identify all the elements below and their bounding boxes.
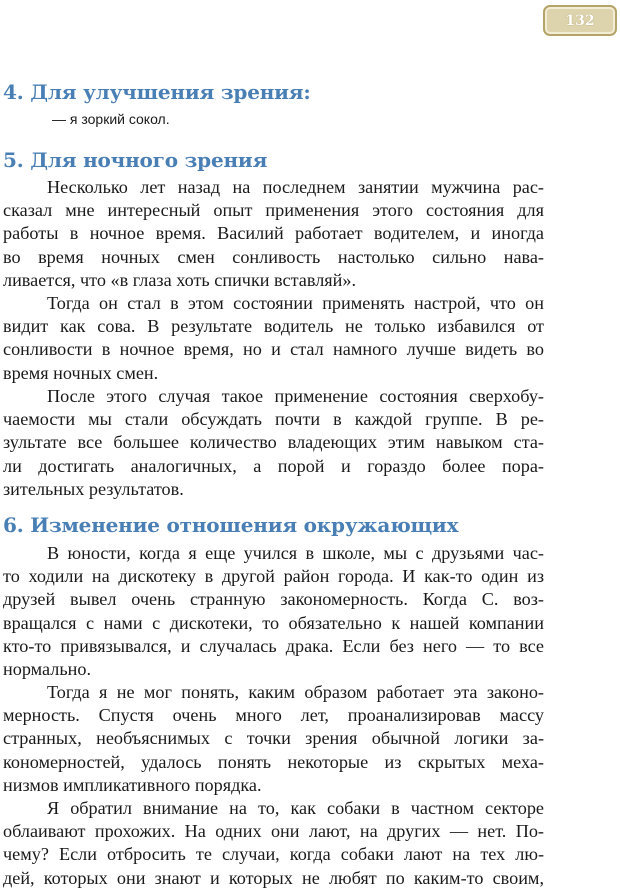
text-line: ли достигать аналогичных, а порой и гораздо более пора- [3,455,544,476]
section-heading: 6. Изменение отношения окружающих [3,513,459,537]
text-line: низмов импликативного порядка. [3,774,262,795]
text-line: Несколько лет назад на последнем занятии мужчина рас- [47,177,544,197]
text-line: работы в ночное время. Василий работает водителем, и иногда [3,223,544,244]
text-line: кономерностей, удалось понять некоторые из скрытых меха- [3,751,544,772]
text-line: видит как сова. В результате водитель не только избавился от [3,316,544,337]
text-line: Тогда он стал в этом состоянии применять настрой, что он [47,293,544,313]
text-line: странных, необъяснимых с точки зрения обычной логики за- [3,728,544,749]
text-line: то ходили на дискотеку в другой район города. И как-то один из [3,566,544,587]
paragraph [3,385,544,501]
text-line: сонливости в ночное время, но и стал намного лучше видеть во [3,339,544,360]
text-line: нормально. [3,658,92,679]
section-note: — я зоркий сокол. [52,111,170,127]
text-line: вращался с нами с дискотеки, то обязательно к нашей компании [3,612,544,633]
paragraph [3,681,544,797]
text-line: Тогда я не мог понять, каким образом работает эта законо- [47,682,544,702]
text-line: кто-то привязывался, и случалась драка. Если без него — то все [3,635,544,656]
paragraph [3,542,544,681]
paragraph [3,292,544,385]
text-line: во время ночных смен сонливость настолько сильно нава- [3,246,544,267]
text-line: время ночных смен. [3,362,159,383]
text-line: чему? Если отбросить те случаи, когда собаки лают на тех лю- [3,844,544,865]
text-line: чаемости мы стали обсуждать почти в каждой группе. В ре- [3,409,544,430]
page-number-badge [543,5,617,36]
text-line: облаивают прохожих. На одних они лают, на других — нет. По- [3,821,544,842]
text-line: друзей вывел очень странную закономерность. Когда С. воз- [3,589,544,610]
text-line: Я обратил внимание на то, как собаки в частном секторе [47,798,544,818]
text-line: В юности, когда я еще учился в школе, мы с друзьями час- [47,543,544,563]
text-line: После этого случая такое применение состояния сверхобу- [47,386,544,406]
text-line: мерность. Спустя очень много лет, проанализировав массу [3,705,544,726]
text-line: дей, которых они знают и которых не любят по каким-то своим, [3,867,544,888]
section-heading: 5. Для ночного зрения [3,148,268,172]
paragraph [3,176,544,292]
section-heading: 4. Для улучшения зрения: [3,80,311,104]
page-number: 132 [565,12,595,29]
text-line: зительных результатов. [3,478,184,499]
text-line: ливается, что «в глаза хоть спички вставляй». [3,269,357,290]
paragraph [3,797,544,890]
text-line: зультате все большее количество владеющих этим навыком ста- [3,432,544,453]
text-line: сказал мне интересный опыт применения этого состояния для [3,200,544,221]
